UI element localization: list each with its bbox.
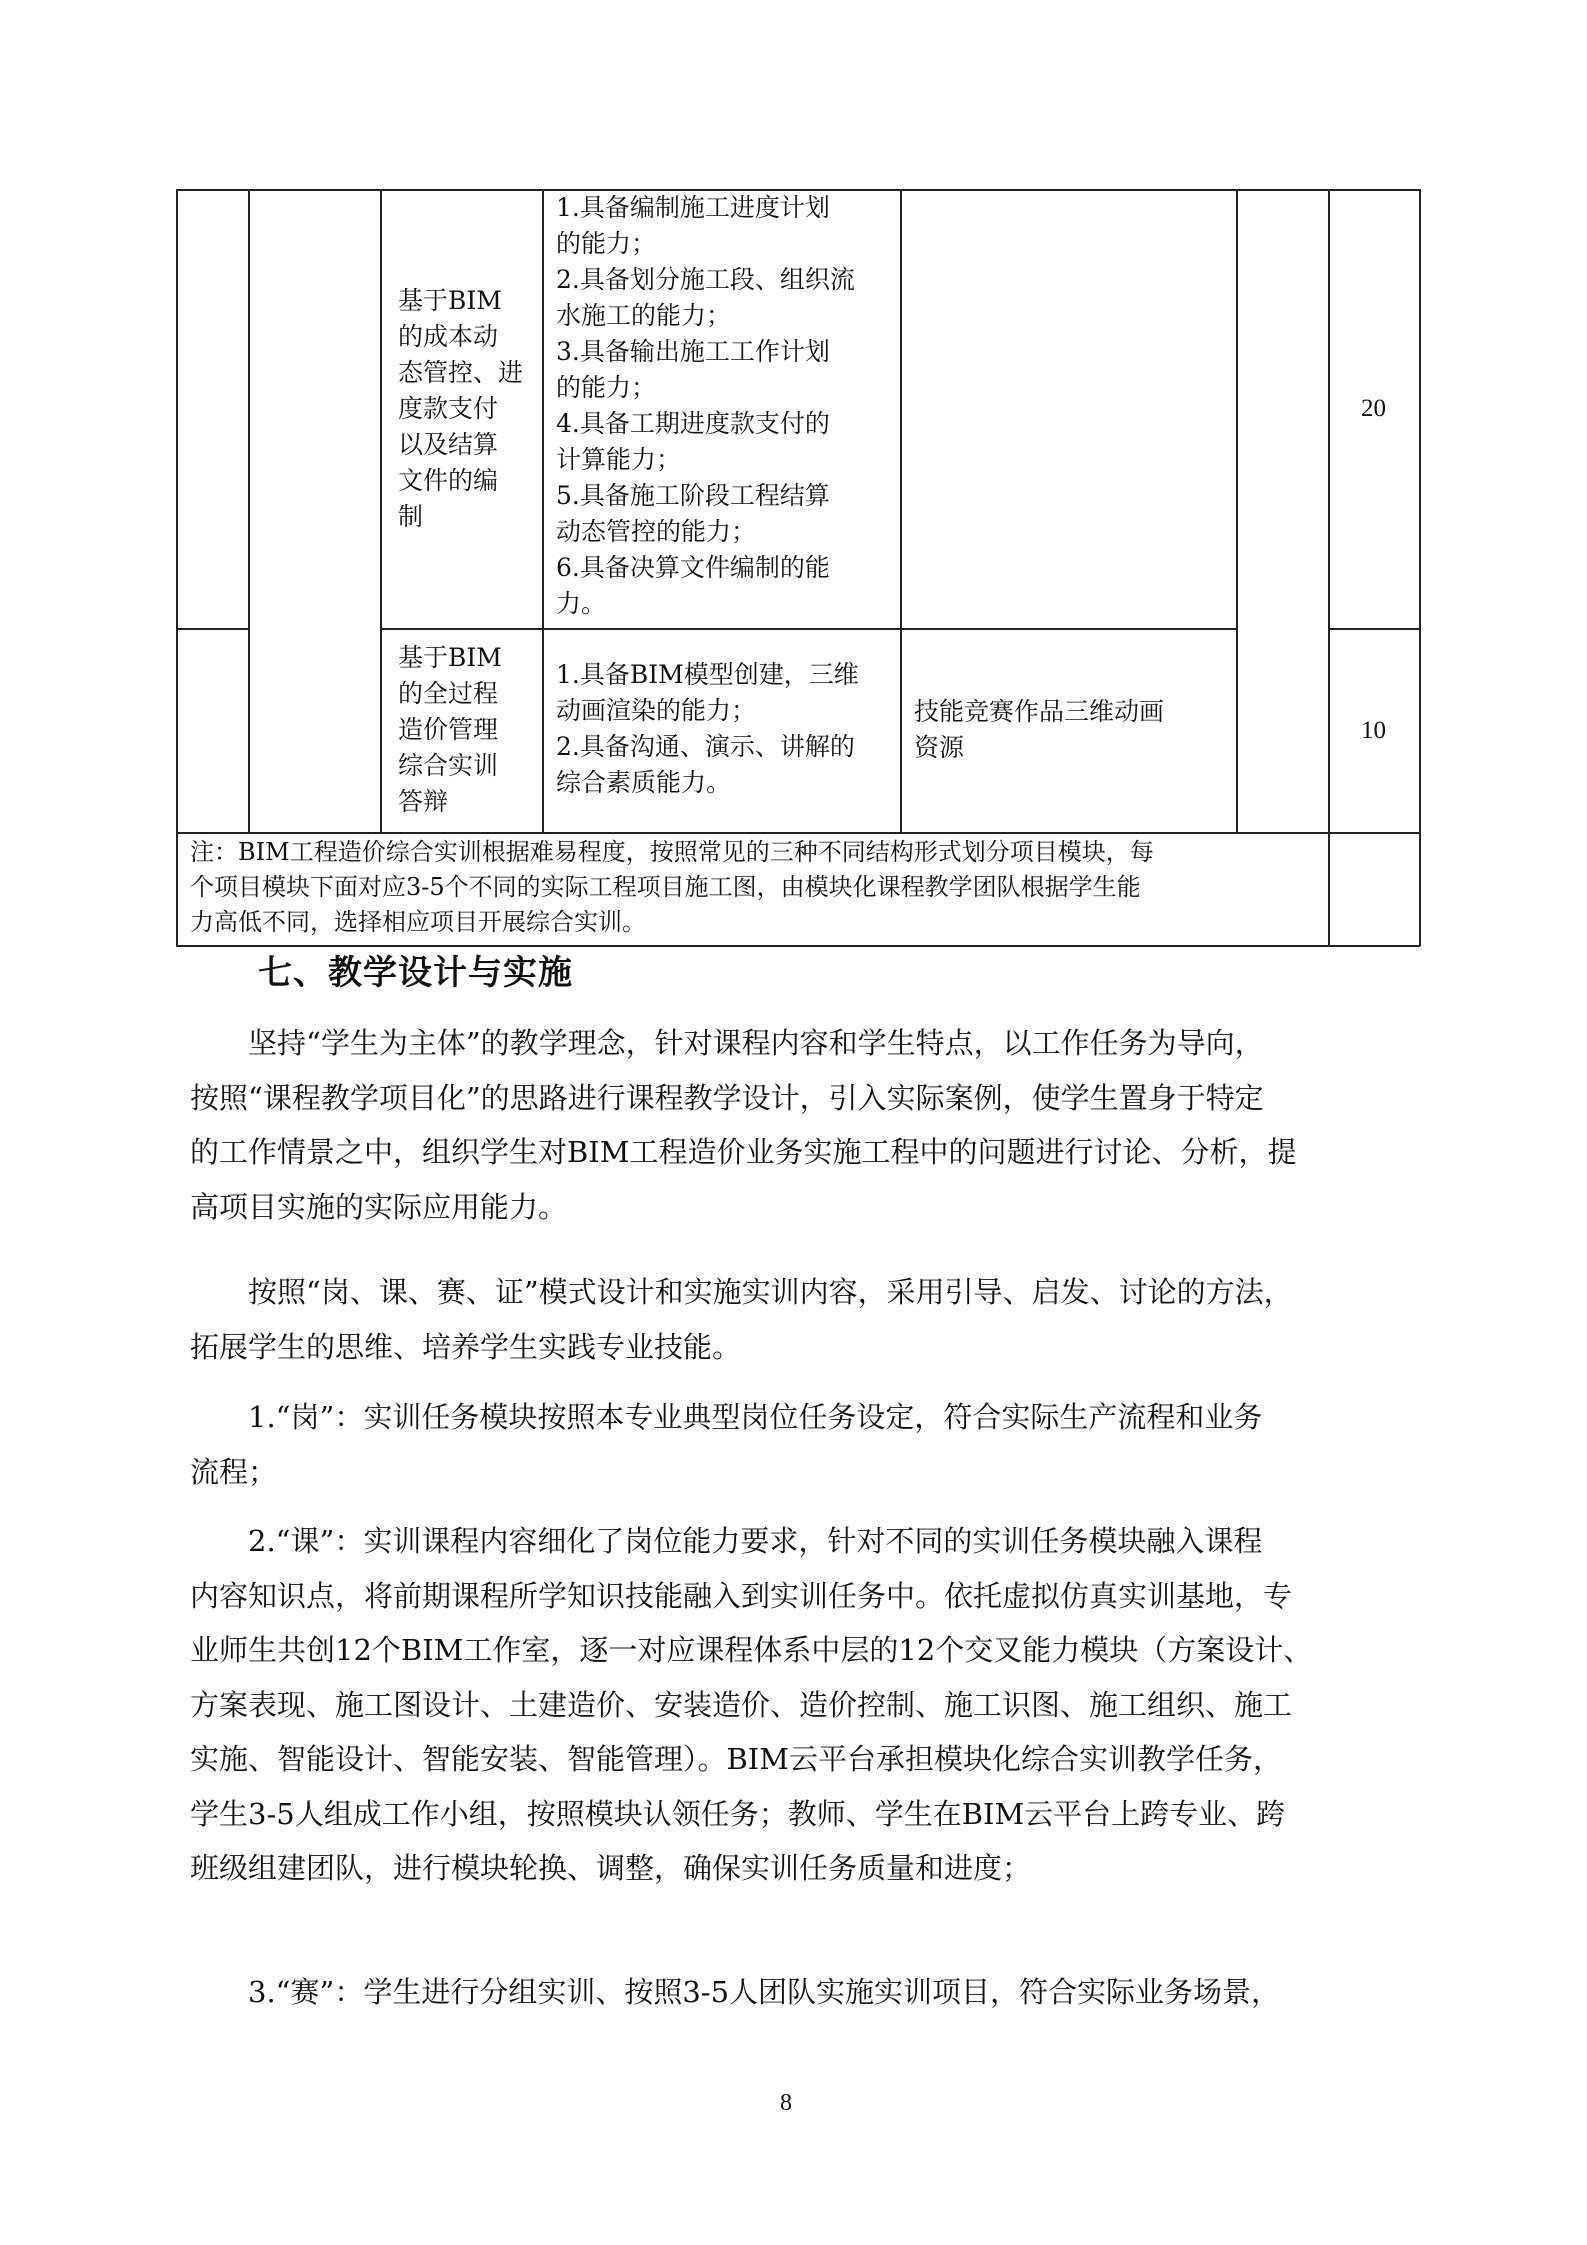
row2-ability-line: 2.具备沟通、演示、讲解的: [556, 732, 855, 761]
row2-ability-cell: [556, 657, 896, 801]
paragraph-line: 内容知识点，将前期课程所学知识技能融入到实训任务中。依托虚拟仿真实训基地，专: [190, 1578, 1293, 1613]
row-divider-1-right: [1328, 628, 1420, 630]
row1-ability-line: 的能力；: [556, 229, 657, 258]
paragraph-2: [190, 1265, 1410, 1374]
col-divider-6: [1328, 189, 1330, 946]
paragraph-line: 高项目实施的实际应用能力。: [190, 1189, 568, 1224]
row1-ability-line: 5.具备施工阶段工程结算: [556, 481, 830, 510]
row1-ability-line: 计算能力；: [556, 445, 682, 474]
row1-module-line: 基于BIM: [398, 286, 502, 315]
paragraph-line: 班级组建团队，进行模块轮换、调整，确保实训任务质量和进度；: [190, 1851, 1032, 1885]
paragraph-1: [190, 1016, 1410, 1234]
paragraph-line: 方案表现、施工图设计、土建造价、安装造价、造价控制、施工识图、施工组织、施工: [190, 1687, 1293, 1722]
paragraph-line: 拓展学生的思维、培养学生实践专业技能。: [190, 1329, 742, 1364]
row2-module-cell: [398, 640, 538, 820]
row1-ability-line: 2.具备划分施工段、组织流: [556, 265, 855, 294]
row-divider-1-mid: [380, 628, 1236, 630]
row2-module-line: 基于BIM: [398, 643, 502, 672]
paragraph-5: [190, 1965, 1410, 2020]
row1-module-line: 的成本动: [398, 322, 499, 351]
table-note: [190, 835, 1325, 940]
row2-module-line: 的全过程: [398, 679, 499, 708]
page-number: 8: [780, 2090, 792, 2116]
row1-module-line: 以及结算: [398, 430, 499, 459]
note-top-border: [176, 832, 1420, 834]
row2-resource-cell: [914, 694, 1234, 766]
row2-module-line: 综合实训: [398, 751, 499, 780]
row1-ability-line: 水施工的能力；: [556, 301, 732, 330]
note-line: 个项目模块下面对应3-5个不同的实际工程项目施工图，由模块化课程教学团队根据学生能: [190, 873, 1141, 901]
row2-module-line: 答辩: [398, 787, 449, 816]
table-left-border: [176, 189, 178, 946]
col-divider-3: [542, 189, 544, 832]
row2-ability-line: 动画渲染的能力；: [556, 696, 757, 725]
note-line: 注：BIM工程造价综合实训根据难易程度，按照常见的三种不同结构形式划分项目模块，每: [190, 838, 1154, 866]
section-heading: 七、教学设计与实施: [258, 953, 573, 993]
row2-score: 10: [1361, 717, 1386, 744]
row1-module-line: 制: [398, 502, 424, 531]
paragraph-line: 1.“岗”：实训任务模块按照本专业典型岗位任务设定，符合实际生产流程和业务: [190, 1400, 1263, 1434]
paragraph-line: 按照“课程教学项目化”的思路进行课程教学设计，引入实际案例，使学生置身于特定: [190, 1080, 1264, 1115]
row1-ability-line: 3.具备输出施工工作计划: [556, 337, 830, 366]
row1-ability-line: 动态管控的能力；: [556, 517, 757, 546]
row1-ability-line: 的能力；: [556, 373, 657, 402]
col-divider-4: [900, 189, 902, 832]
row1-ability-line: 6.具备决算文件编制的能: [556, 553, 830, 582]
row1-module-line: 态管控、进: [398, 358, 524, 387]
paragraph-line: 按照“岗、课、赛、证”模式设计和实施实训内容，采用引导、启发、讨论的方法，: [190, 1275, 1293, 1309]
row2-ability-line: 1.具备BIM模型创建，三维: [556, 660, 859, 689]
row1-ability-line: 1.具备编制施工进度计划: [556, 193, 830, 222]
paragraph-4: [190, 1514, 1410, 1896]
row1-ability-line: 4.具备工期进度款支付的: [556, 409, 830, 438]
col-divider-2: [380, 189, 382, 832]
col-divider-5: [1236, 189, 1238, 832]
row1-module-cell: [398, 283, 538, 535]
table-right-border: [1419, 189, 1421, 946]
paragraph-line: 学生3-5人组成工作小组，按照模块认领任务；教师、学生在BIM云平台上跨专业、跨: [190, 1796, 1286, 1831]
row-divider-1-left: [176, 628, 248, 630]
row1-module-line: 文件的编: [398, 466, 499, 495]
row1-module-line: 度款支付: [398, 394, 499, 423]
paragraph-line: 实施、智能设计、智能安装、智能管理）。BIM云平台承担模块化综合实训教学任务，: [190, 1742, 1282, 1776]
row1-score: 20: [1361, 395, 1386, 422]
note-line: 力高低不同，选择相应项目开展综合实训。: [190, 908, 646, 936]
row1-ability-cell: [556, 190, 896, 622]
row2-resource-line: 资源: [914, 733, 965, 762]
paragraph-3: [190, 1390, 1410, 1499]
paragraph-line: 流程；: [190, 1454, 278, 1489]
paragraph-line: 的工作情景之中，组织学生对BIM工程造价业务实施工程中的问题进行讨论、分析，提: [190, 1135, 1297, 1169]
col-divider-1: [248, 189, 250, 832]
paragraph-line: 业师生共创12个BIM工作室，逐一对应课程体系中层的12个交叉能力模块（方案设计、: [190, 1633, 1313, 1667]
paragraph-line: 3.“赛”：学生进行分组实训、按照3-5人团队实施实训项目，符合实际业务场景，: [190, 1975, 1281, 2009]
row2-module-line: 造价管理: [398, 715, 499, 744]
paragraph-line: 坚持“学生为主体”的教学理念，针对课程内容和学生特点，以工作任务为导向，: [190, 1026, 1264, 1060]
paragraph-line: 2.“课”：实训课程内容细化了岗位能力要求，针对不同的实训任务模块融入课程: [190, 1524, 1263, 1558]
row2-ability-line: 综合素质能力。: [556, 768, 732, 797]
row2-resource-line: 技能竞赛作品三维动画: [914, 697, 1165, 726]
row1-ability-line: 力。: [556, 589, 607, 618]
